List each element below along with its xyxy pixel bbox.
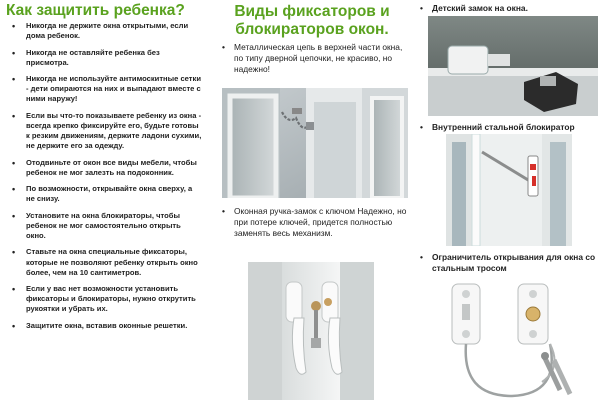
chain-description — [222, 42, 412, 76]
bullet: • — [420, 252, 423, 262]
tip-item: • По возможности, открывайте окна сверху, а не снизу. — [6, 184, 202, 204]
tip-item: • Никогда не используйте антимоскитные сетки - дети опираются на них и выпадают вместе с ними наружу! — [6, 74, 202, 105]
tip-item: • Если у вас нет возможности установить фиксаторы и блокираторы, нужно открутить рукоятки и убрать их. — [6, 284, 202, 315]
middle-column — [212, 0, 412, 406]
tips-list — [6, 21, 202, 337]
steel-blocker-image — [446, 134, 572, 246]
cable-limiter-image — [432, 278, 592, 404]
bullet: • — [222, 42, 225, 52]
bullet: • — [420, 122, 423, 132]
child-lock-image — [428, 16, 598, 116]
chain-text: Металлическая цепь в верхней части окна, по типу дверной цепочки, не красиво, но надежно! — [234, 42, 403, 75]
right-column — [418, 0, 600, 406]
tip-item: • Установите на окна блокираторы, чтобы ребенок не мог самостоятельно открыть окно. — [6, 211, 202, 242]
tip-item: • Никогда не держите окна открытыми, если дома ребенок. — [6, 21, 202, 41]
tip-item: • Ставьте на окна специальные фиксаторы, которые не позволяют ребенку открыть окно более, чем на 10 сантиметров. — [6, 247, 202, 278]
window-chain-image — [222, 88, 408, 198]
tip-item: • Никогда не оставляйте ребенка без присмотра. — [6, 48, 202, 68]
tip-item: • Отодвиньте от окон все виды мебели, чтобы ребенок не мог залезть на подоконник. — [6, 158, 202, 178]
bullet: • — [420, 3, 423, 13]
bullet: • — [222, 206, 225, 216]
handle-lock-image — [248, 262, 374, 400]
cable-limiter-text: Ограничитель открывания для окна со стальным тросом — [432, 252, 596, 274]
cable-limiter-caption — [420, 252, 598, 274]
child-lock-text: Детский замок на окна. — [432, 3, 528, 13]
steel-blocker-text: Внутренний стальной блокиратор — [432, 122, 575, 132]
middle-heading: Виды фиксаторов и блокираторов окон. — [234, 3, 390, 38]
window-chain-photo — [222, 88, 408, 198]
tip-item: • Защитите окна, вставив оконные решетки. — [6, 321, 202, 331]
steel-blocker-photo — [446, 134, 572, 246]
child-lock-caption — [420, 3, 598, 14]
steel-blocker-caption — [420, 122, 598, 133]
tip-item: • Если вы что-то показываете ребенку из окна - всегда крепко фиксируйте его, будьте готовы к резким движениям, держите ладони сухими, не держите его за одежду. — [6, 111, 202, 152]
handle-text: Оконная ручка-замок с ключом Надежно, но при потере ключей, придется полностью заменять весь механизм. — [234, 206, 407, 239]
handle-description — [222, 206, 412, 240]
cable-limiter-photo — [432, 278, 592, 404]
left-heading: Как защитить ребенка? — [6, 2, 185, 19]
handle-lock-photo — [248, 262, 374, 400]
child-lock-photo — [428, 16, 598, 116]
